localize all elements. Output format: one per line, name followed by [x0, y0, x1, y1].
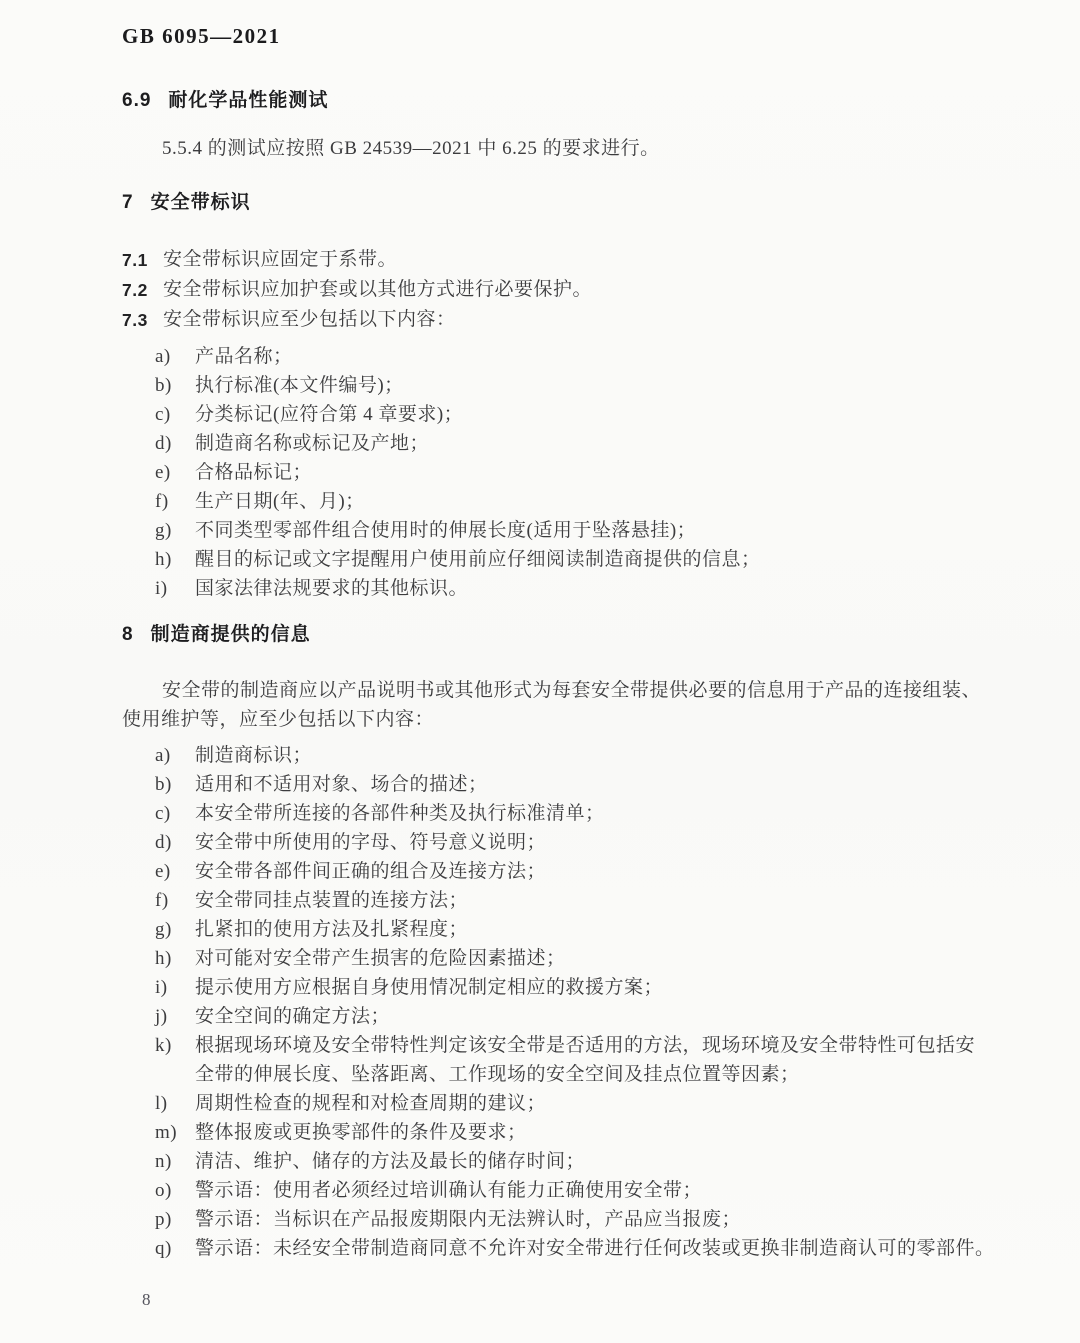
list-item [122, 1089, 964, 1118]
list-8 [122, 741, 995, 1263]
list-item [122, 799, 964, 828]
list-item-text: 安全空间的确定方法； [195, 1006, 391, 1027]
list-item-text: 扎紧扣的使用方法及扎紧程度； [195, 919, 469, 940]
page-number: 8 [142, 1290, 151, 1309]
list-item-text: 适用和不适用对象、场合的描述； [195, 774, 488, 795]
list-item-letter: h) [155, 549, 172, 570]
list-item-letter: b) [155, 375, 172, 396]
list-item-letter: i) [155, 977, 168, 998]
page-content [122, 0, 995, 1263]
clause-7-2 [122, 275, 964, 305]
list-item-letter: g) [155, 520, 172, 541]
clause-text: 安全带标识应加护套或以其他方式进行必要保护。 [163, 279, 593, 300]
list-item-letter: n) [155, 1151, 172, 1172]
list-item [122, 458, 964, 487]
paragraph-text: 5.5.4 的测试应按照 GB 24539—2021 中 6.25 的要求进行。 [162, 138, 660, 159]
list-item [122, 770, 964, 799]
doc-number: GB 6095—2021 [122, 24, 281, 48]
list-item-text: 对可能对安全带产生损害的危险因素描述； [195, 948, 566, 969]
list-item-text-line: 根据现场环境及安全带特性判定该安全带是否适用的方法，现场环境及安全带特性可包括安 [195, 1035, 976, 1056]
list-item-text: 生产日期(年、月)； [195, 491, 365, 512]
list-item [122, 828, 964, 857]
section-heading-8 [122, 621, 964, 648]
list-item-text: 制造商标识； [195, 745, 313, 766]
list-item-text: 国家法律法规要求的其他标识。 [195, 578, 469, 599]
list-item [122, 574, 964, 603]
list-7-3 [122, 342, 964, 603]
list-item [122, 429, 964, 458]
list-item-letter: h) [155, 948, 172, 969]
list-item-text: 清洁、维护、储存的方法及最长的储存时间； [195, 1151, 586, 1172]
list-item [122, 973, 964, 1002]
list-item [122, 545, 964, 574]
list-item [122, 342, 964, 371]
list-item-text: 警示语：当标识在产品报废期限内无法辨认时，产品应当报废； [195, 1209, 742, 1230]
list-item-letter: a) [155, 346, 171, 367]
list-item-letter: a) [155, 745, 171, 766]
list-item-letter: c) [155, 803, 171, 824]
clause-number: 7.2 [122, 280, 148, 300]
list-item-text: 整体报废或更换零部件的条件及要求； [195, 1122, 527, 1143]
list-item [122, 1002, 964, 1031]
list-item-letter: l) [155, 1093, 168, 1114]
list-item-text: 醒目的标记或文字提醒用户使用前应仔细阅读制造商提供的信息； [195, 549, 761, 570]
list-item-text: 制造商名称或标记及产地； [195, 433, 430, 454]
list-item-text: 执行标准(本文件编号)； [195, 375, 404, 396]
list-item [122, 857, 964, 886]
list-item-text: 安全带各部件间正确的组合及连接方法； [195, 861, 547, 882]
list-item [122, 944, 964, 973]
list-item-letter: c) [155, 404, 171, 425]
paragraph-8 [122, 676, 982, 734]
list-item-letter: p) [155, 1209, 172, 1230]
list-item [122, 1205, 964, 1234]
list-item-text: 不同类型零部件组合使用时的伸展长度(适用于坠落悬挂)； [195, 520, 697, 541]
list-item-letter: i) [155, 578, 168, 599]
list-item [122, 886, 964, 915]
clause-text: 安全带标识应至少包括以下内容： [163, 309, 456, 330]
list-item-letter: k) [155, 1035, 172, 1056]
list-item [122, 371, 964, 400]
list-item-text: 安全带中所使用的字母、符号意义说明； [195, 832, 547, 853]
paragraph-line: 安全带的制造商应以产品说明书或其他形式为每套安全带提供必要的信息用于产品的连接组装、 [162, 680, 982, 701]
section-heading-7 [122, 189, 964, 216]
list-item-text: 警示语：未经安全带制造商同意不允许对安全带进行任何改装或更换非制造商认可的零部件。 [195, 1238, 995, 1259]
list-item [122, 1147, 964, 1176]
list-item-text: 合格品标记； [195, 462, 313, 483]
list-item-text: 分类标记(应符合第 4 章要求)； [195, 404, 464, 425]
clause-number: 7.1 [122, 250, 148, 270]
clause-group-7 [122, 245, 964, 335]
list-item [122, 516, 964, 545]
list-item [122, 400, 964, 429]
list-item-text: 警示语：使用者必须经过培训确认有能力正确使用安全带； [195, 1180, 703, 1201]
list-item [122, 915, 964, 944]
list-item [122, 1234, 995, 1263]
list-item-text: 本安全带所连接的各部件种类及执行标准清单； [195, 803, 605, 824]
paragraph-line: 使用维护等，应至少包括以下内容： [122, 709, 435, 730]
list-item-letter: b) [155, 774, 172, 795]
list-item-letter: q) [155, 1238, 172, 1259]
list-item-text: 提示使用方应根据自身使用情况制定相应的救援方案； [195, 977, 664, 998]
list-item [122, 1031, 976, 1089]
clause-text: 安全带标识应固定于系带。 [163, 249, 398, 270]
section-number: 8 [122, 624, 134, 645]
clause-number: 7.3 [122, 310, 148, 330]
list-item-letter: j) [155, 1006, 168, 1027]
section-heading-6-9 [122, 87, 964, 114]
list-item-letter: m) [155, 1122, 178, 1143]
list-item-text: 安全带同挂点装置的连接方法； [195, 890, 469, 911]
clause-7-3 [122, 305, 964, 335]
list-item [122, 741, 964, 770]
list-item-letter: o) [155, 1180, 172, 1201]
list-item-letter: d) [155, 832, 172, 853]
section-number: 7 [122, 192, 134, 213]
section-title: 安全带标识 [150, 192, 251, 213]
clause-7-1 [122, 245, 964, 275]
list-item-letter: f) [155, 890, 169, 911]
list-item-letter: f) [155, 491, 169, 512]
list-item [122, 1176, 964, 1205]
list-item-letter: g) [155, 919, 172, 940]
list-item [122, 1118, 964, 1147]
section-title: 制造商提供的信息 [150, 624, 311, 645]
list-item-text: 周期性检查的规程和对检查周期的建议； [195, 1093, 547, 1114]
list-item [122, 487, 964, 516]
list-item-text-line: 全带的伸展长度、坠落距离、工作现场的安全空间及挂点位置等因素； [195, 1064, 800, 1085]
list-item-text: 产品名称； [195, 346, 293, 367]
list-item-letter: e) [155, 861, 171, 882]
list-item-letter: d) [155, 433, 172, 454]
list-item-letter: e) [155, 462, 171, 483]
paragraph-6-9 [122, 134, 964, 163]
section-number: 6.9 [122, 90, 152, 111]
section-title: 耐化学品性能测试 [168, 90, 329, 111]
